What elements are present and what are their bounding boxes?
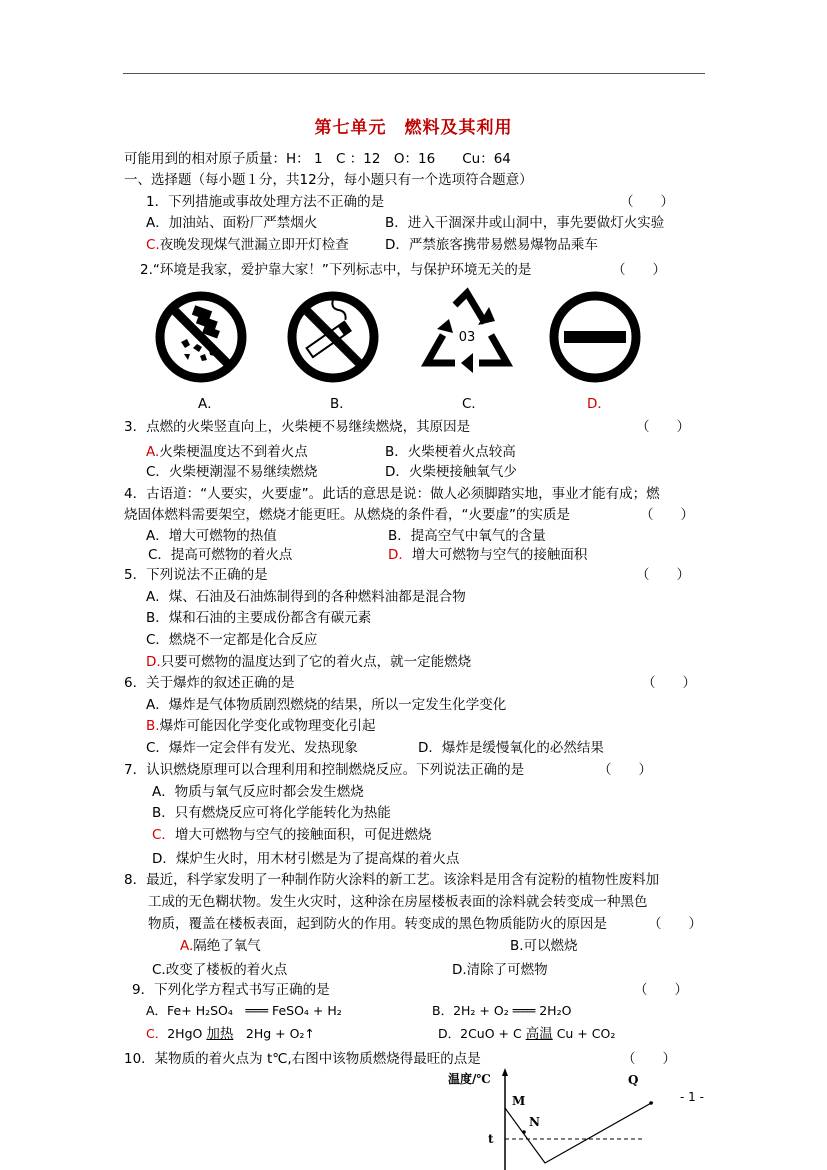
q7-stem: 7．认识燃烧原理可以合理利用和控制燃烧反应。下列说法正确的是 <box>124 762 525 778</box>
q8-line-3: 物质，覆盖在楼板表面，起到防火的作用。转变成的黑色物质能防火的原因是 <box>148 916 607 932</box>
q4-option-d: D．增大可燃物与空气的接触面积 <box>388 547 588 563</box>
q1-answer-letter: C. <box>146 237 160 253</box>
q7-option-c: C．增大可燃物与空气的接触面积，可促进燃烧 <box>152 827 432 843</box>
q7-option-d: D．煤炉生火时，用木材引燃是为了提高煤的着火点 <box>152 851 460 867</box>
recycle-sign-icon <box>415 285 520 385</box>
q8-line-2: 工成的无色糊状物。发生火灾时，这种涂在房屋楼板表面的涂料就会转变成一种黑色 <box>148 894 648 910</box>
q6-option-b: B.爆炸可能因化学变化或物理变化引起 <box>146 718 376 734</box>
q1-option-b: B．进入干涸深井或山洞中，事先要做灯火实验 <box>385 215 665 231</box>
q10-stem: 10．某物质的着火点为 t℃,右图中该物质燃烧得最旺的点是 <box>124 1051 481 1067</box>
atomic-mass-line: 可能用到的相对原子质量：H： 1 C ：12 O：16 Cu：64 <box>124 151 511 167</box>
q10-answer-blank: （ ） <box>622 1051 676 1067</box>
q2-answer-blank: （ ） <box>612 262 666 278</box>
temperature-chart <box>445 1068 675 1170</box>
ignition-temp-label: t <box>488 1132 494 1146</box>
q2-stem: 2.“环境是我家，爱护靠大家！”下列标志中，与保护环境无关的是 <box>140 262 532 278</box>
q3-stem: 3．点燃的火柴竖直向上，火柴梗不易继续燃烧，其原因是 <box>124 419 471 435</box>
section-heading: 一、选择题（每小题１分，共12分，每小题只有一个选项符合题意） <box>124 172 533 188</box>
no-littering-sign-icon <box>153 290 251 384</box>
q2-label-a: A． <box>198 396 221 412</box>
q3-option-d: D．火柴梗接触氧气少 <box>385 464 517 480</box>
point-m-label: M <box>512 1094 526 1108</box>
q6-answer-blank: （ ） <box>642 675 696 691</box>
q1-option-a: A．加油站、面粉厂严禁烟火 <box>146 215 318 231</box>
q2-label-b: B． <box>330 396 353 412</box>
point-n-marker <box>522 1130 526 1134</box>
q4-option-a: A．增大可燃物的热值 <box>146 528 277 544</box>
no-entry-sign-icon <box>548 290 644 384</box>
q9-c-condition: 加热 <box>206 1026 234 1042</box>
temperature-curve <box>505 1102 653 1163</box>
q8-option-b: B.可以燃烧 <box>510 938 578 954</box>
q8-answer-blank: （ ） <box>648 916 702 932</box>
q4-option-c: C．提高可燃物的着火点 <box>148 547 293 563</box>
point-n-label: N <box>529 1115 540 1129</box>
q2-label-c: C． <box>462 396 485 412</box>
q7-option-b: B．只有燃烧反应可将化学能转化为热能 <box>152 805 391 821</box>
q3-answer-blank: （ ） <box>636 419 690 435</box>
q6-stem: 6．关于爆炸的叙述正确的是 <box>124 675 295 691</box>
q1-option-c: C.夜晚发现煤气泄漏立即开灯检查 <box>146 237 349 253</box>
q1-option-d: D．严禁旅客携带易燃易爆物品乘车 <box>385 237 598 253</box>
q5-stem: 5．下列说法不正确的是 <box>124 567 268 583</box>
q9-stem: 9．下列化学方程式书写正确的是 <box>132 982 330 998</box>
chart-axis-arrow <box>502 1068 508 1076</box>
q8-line-1: 8．最近，科学家发明了一种制作防火涂料的新工艺。该涂料是用含有淀粉的植物性废料加 <box>124 872 660 888</box>
point-q-marker <box>649 1101 653 1105</box>
q5-answer-blank: （ ） <box>636 567 690 583</box>
page-title: 第七单元 燃料及其利用 <box>314 118 513 138</box>
no-smoking-sign-icon <box>285 290 383 384</box>
q4-line-1: 4．古语道：“人要实，火要虚”。此话的意思是说：做人必须脚踏实地，事业才能有成；燃 <box>124 486 660 502</box>
q9-option-c: C．2HgO 加热 2Hg + O₂↑ <box>146 1026 315 1042</box>
q8-option-d: D.清除了可燃物 <box>452 962 548 978</box>
q8-option-a: A.隔绝了氧气 <box>180 938 261 954</box>
q3-option-c: C．火柴梗潮湿不易继续燃烧 <box>146 464 318 480</box>
q5-option-c: C．燃烧不一定都是化合反应 <box>146 632 318 648</box>
q9-option-a: A．Fe+ H₂SO₄ ═══ FeSO₄ + H₂ <box>146 1003 342 1018</box>
q5-option-b: B．煤和石油的主要成份都含有碳元素 <box>146 610 372 626</box>
q4-line-2: 烧固体燃料需要架空，燃烧才能更旺。从燃烧的条件看，“火要虚”的实质是 <box>124 507 570 523</box>
q9-answer-blank: （ ） <box>634 982 688 998</box>
q6-option-a: A．爆炸是气体物质剧烈燃烧的结果，所以一定发生化学变化 <box>146 697 507 713</box>
page-number: - 1 - <box>680 1090 704 1104</box>
q3-option-a: A.火柴梗温度达不到着火点 <box>146 444 308 460</box>
chart-y-label: 温度/℃ <box>448 1072 491 1086</box>
q1-stem: 1．下列措施或事故处理方法不正确的是 <box>146 194 385 210</box>
recycle-code: 03 <box>458 330 476 345</box>
q2-label-d: D． <box>587 396 611 412</box>
q3-option-b: B．火柴梗着火点较高 <box>385 444 516 460</box>
header-rule <box>123 73 705 74</box>
q6-option-d: D．爆炸是缓慢氧化的必然结果 <box>418 740 604 756</box>
q9-option-d: D．2CuO + C 高温 Cu + CO₂ <box>438 1026 616 1042</box>
q4-answer-blank: （ ） <box>640 507 694 523</box>
q5-option-a: A．煤、石油及石油炼制得到的各种燃料油都是混合物 <box>146 589 466 605</box>
q7-option-a: A．物质与氧气反应时都会发生燃烧 <box>152 784 364 800</box>
q8-option-c: C.改变了楼板的着火点 <box>152 962 288 978</box>
q1-answer-blank: （ ） <box>620 194 674 210</box>
q6-option-c: C．爆炸一定会伴有发光、发热现象 <box>146 740 358 756</box>
q9-option-b: B．2H₂ + O₂ ═══ 2H₂O <box>432 1003 572 1018</box>
q7-answer-blank: （ ） <box>598 762 652 778</box>
point-q-label: Q <box>628 1073 639 1087</box>
q4-option-b: B．提高空气中氧气的含量 <box>388 528 546 544</box>
q5-option-d: D.只要可燃物的温度达到了它的着火点，就一定能燃烧 <box>146 654 472 670</box>
q9-d-condition: 高温 <box>525 1026 553 1042</box>
